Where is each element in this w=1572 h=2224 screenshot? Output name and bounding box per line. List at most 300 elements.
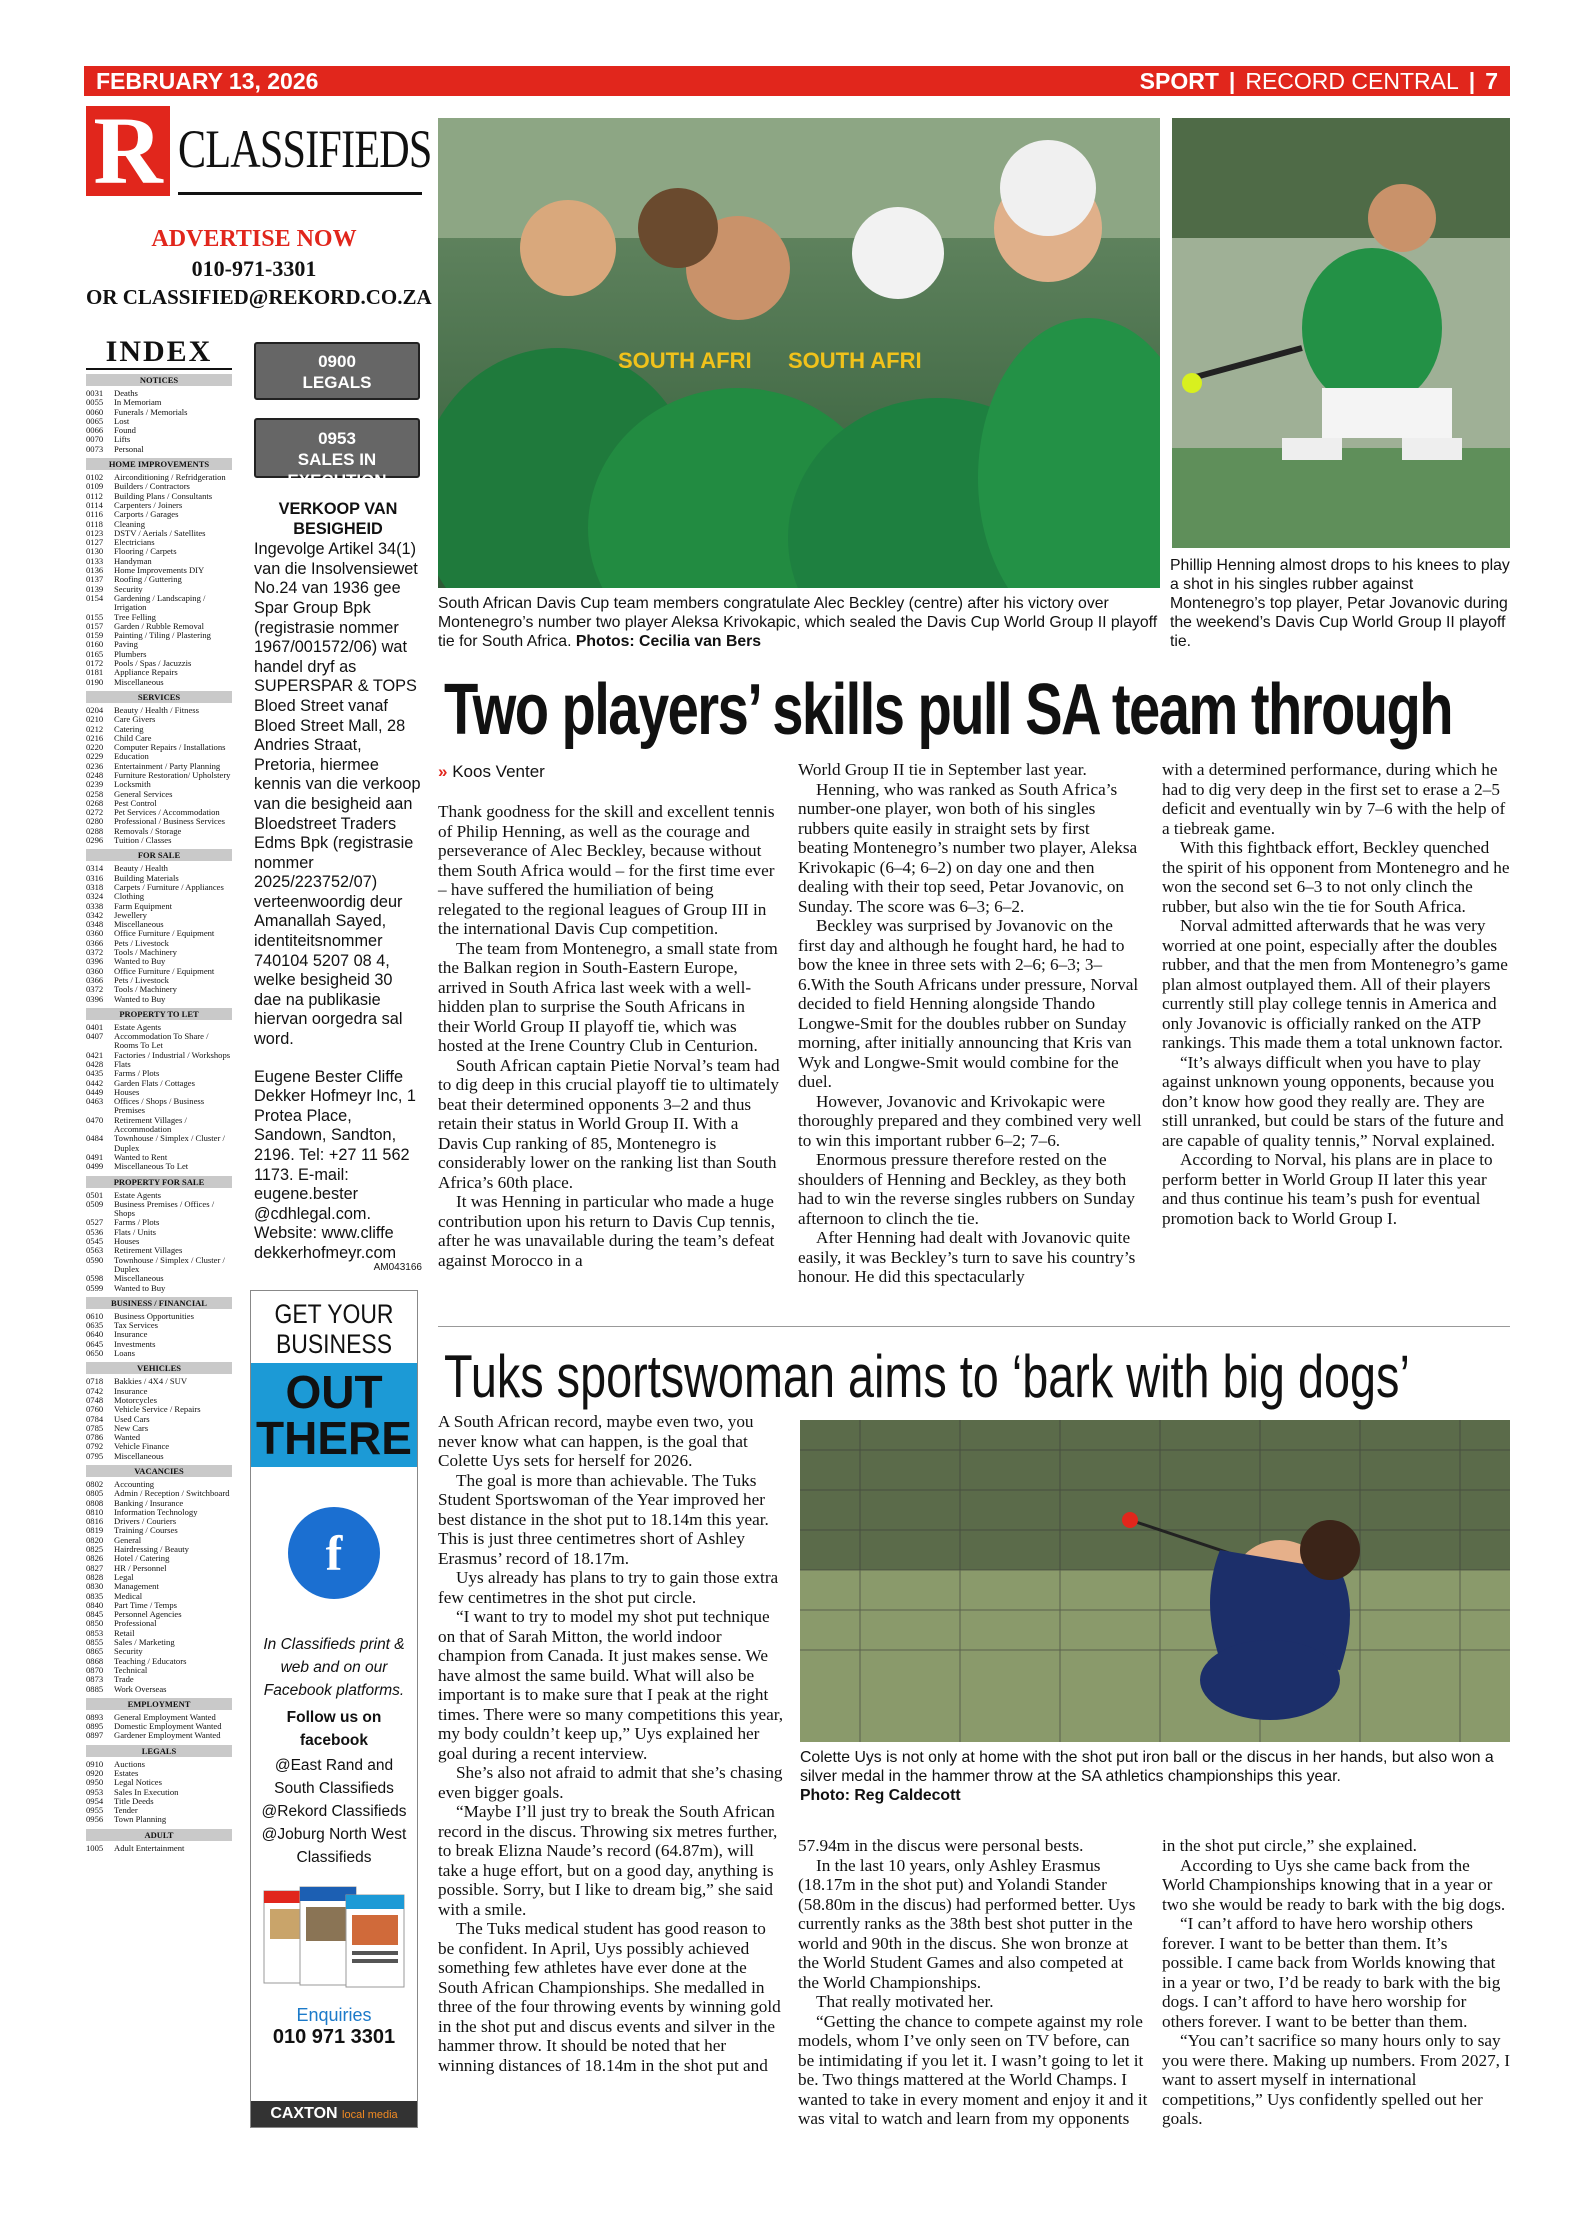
index-code: 0805 (86, 1488, 104, 1499)
index-entry (86, 1666, 232, 1675)
ad-enquiries-phone: 010 971 3301 (272, 2026, 396, 2048)
index-label: Appliance Repairs (114, 667, 178, 678)
index-code: 0845 (86, 1609, 104, 1620)
index-code: 0133 (86, 555, 104, 566)
index-label: Building Materials (114, 872, 179, 883)
index-code: 0172 (86, 658, 104, 669)
index-entry (86, 1079, 232, 1088)
index-label: Title Deeds (114, 1795, 154, 1806)
index-label: Management (114, 1581, 159, 1592)
story1-column-3 (1162, 760, 1510, 1228)
index-label: Teaching / Educators (114, 1655, 187, 1666)
index-code: 0855 (86, 1637, 104, 1648)
index-code: 0396 (86, 956, 104, 967)
paragraph: However, Jovanovic and Krivokapic were thoroughly prepared and they combined very well to win this important rubber 6–2; 7–6. (798, 1091, 1142, 1150)
index-code: 0897 (86, 1730, 104, 1741)
index-section-heading: NOTICES (86, 374, 232, 386)
index-label: Garden / Rubble Removal (114, 620, 204, 631)
index-label: Auctions (114, 1758, 146, 1769)
index-entry (86, 715, 232, 724)
paragraph: Thank goodness for the skill and excellent tennis of Philip Henning, as well as the courage and perseverance of Alec Beckley, because without them South Africa would – for the first time ever – have suffered the humiliation of being relegated to the regional leagues of Group III in the international Davis Cup competition. (438, 802, 775, 938)
index-label: Miscellaneous (114, 919, 164, 930)
index-label: Pest Control (114, 797, 157, 808)
index-label: Catering (114, 723, 144, 734)
index-label: Insurance (114, 1329, 148, 1340)
index-label: Legal (114, 1571, 134, 1582)
paragraph: According to Uys she came back from the World Championships knowing that in a year or two she would be ready to bark with the big dogs. (1162, 1855, 1506, 1914)
index-code: 0055 (86, 397, 104, 408)
paragraph: “You can’t sacrifice so many hours only to say you were there. Making up numbers. From 2027, I want to assert myself in international competitions,” Uys confidently spelled out her goals. (1162, 2031, 1510, 2128)
index-label: Home Improvements DIY (114, 565, 205, 576)
index-code: 0066 (86, 425, 104, 436)
index-label: Painting / Tiling / Plastering (114, 630, 211, 641)
index-label: Gardening / Landscaping / Irrigation (114, 592, 206, 613)
index-label: Security (114, 583, 143, 594)
svg-text:SOUTH AFRI: SOUTH AFRI (788, 348, 922, 373)
index-label: Houses (114, 1086, 140, 1097)
index-label: Professional / Business Services (114, 816, 225, 827)
index-code: 0435 (86, 1068, 104, 1079)
index-label: Carpenters / Joiners (114, 499, 183, 510)
paragraph: The Tuks medical student has good reason to be confident. In April, Uys possibly achieved something few athletes have ever done at the South African Championships. She medalled in three of the four throwing events by winning gold in the shot put and discus events and silver in the hammer throw. It should be noted that her winning distances of 18.14m in the shot put and (438, 1919, 781, 2075)
index-code: 0484 (86, 1133, 104, 1144)
index-label: Personnel Agencies (114, 1609, 182, 1620)
index-entry (86, 445, 232, 454)
facebook-advert (250, 1290, 418, 2128)
index-code: 0536 (86, 1226, 104, 1237)
index-code: 0830 (86, 1581, 104, 1592)
index-section-heading: VACANCIES (86, 1465, 232, 1477)
index-label: Office Furniture / Equipment (114, 928, 215, 939)
index-label: Trade (114, 1674, 134, 1685)
index-code: 0501 (86, 1189, 104, 1200)
hammer-throw-photo (800, 1420, 1510, 1742)
ad-line1: In Classifieds print & web and on our Facebook platforms. (263, 1636, 405, 1699)
index-label: Tuition / Classes (114, 835, 172, 846)
index-code: 0073 (86, 443, 104, 454)
index-code: 0893 (86, 1711, 104, 1722)
index-code: 0509 (86, 1198, 104, 1209)
paragraph: She’s also not afraid to admit that she’s chasing even bigger goals. (438, 1763, 783, 1802)
index-label: Miscellaneous (114, 676, 164, 687)
index-code: 0910 (86, 1758, 104, 1769)
index-code: 0442 (86, 1077, 104, 1088)
index-code: 0348 (86, 919, 104, 930)
notice-body: Ingevolge Artikel 34(1) van die Insolvensiewet No.24 van 1936 gee Spar Group Bpk (registrasie nommer 1967/001572/06) wat handel dryf as SUPERSPAR & TOPS Bloed Street vanaf Bloed Street Mall, 28 Andries Straat, Pretoria, hiermee kennis van die verkoop van die besigheid aan Bloedstreet Traders Edms Bpk (registrasie nommer 2025/223752/07) verteenwoordig deur Amanallah Sayed, identiteitsnommer 740104 5207 08 4, welke besigheid 30 dae na publikasie hiervan oorgedra sal word. (254, 540, 421, 1049)
paragraph: That really motivated her. (816, 1992, 994, 2011)
index-code: 0031 (86, 388, 104, 398)
paragraph: World Group II tie in September last year. (798, 760, 1087, 779)
index-code: 0123 (86, 527, 104, 538)
index-code: 0372 (86, 984, 104, 995)
classifieds-email: OR CLASSIFIED@REKORD.CO.ZA (86, 285, 432, 309)
index-code: 0181 (86, 667, 104, 678)
index-entry (86, 1284, 232, 1293)
page-header-bar: FEBRUARY 13, 2026 SPORT | RECORD CENTRAL | 7 (84, 66, 1510, 96)
index-entry (86, 836, 232, 845)
index-entry (86, 1797, 232, 1806)
index-code: 0324 (86, 891, 104, 902)
index-code: 0157 (86, 620, 104, 631)
index-code: 0449 (86, 1086, 104, 1097)
index-code: 0954 (86, 1795, 104, 1806)
index-label: Child Care (114, 732, 152, 743)
index-label: Computer Repairs / Installations (114, 742, 226, 753)
index-code: 0372 (86, 947, 104, 958)
index-entry (86, 1405, 232, 1414)
index-section-heading: EMPLOYMENT (86, 1698, 232, 1710)
legals-label: LEGALS (302, 373, 372, 392)
index-label: Airconditioning / Refridgeration (114, 472, 226, 483)
index-section-heading: LEGALS (86, 1745, 232, 1757)
index-code: 0216 (86, 732, 104, 743)
index-entry (86, 883, 232, 892)
ad-out-there (251, 1363, 417, 1467)
index-code: 0610 (86, 1310, 104, 1321)
index-code: 0116 (86, 509, 103, 520)
classifieds-index (86, 336, 232, 2136)
index-entry (86, 743, 232, 752)
index-section-heading: PROPERTY FOR SALE (86, 1176, 232, 1188)
index-code: 0955 (86, 1805, 104, 1816)
paragraph: “It’s always difficult when you have to play against unknown young opponents, because you don’t know how good they really are. They are still unranked, but could be stars of the future and are capable of quality tennis,” Norval explained. (1162, 1052, 1504, 1150)
index-code: 0499 (86, 1161, 104, 1172)
ad-follow: Follow us on facebook (286, 1709, 382, 1749)
index-code: 0272 (86, 807, 104, 818)
team-celebration-photo (438, 118, 1160, 588)
index-code: 0220 (86, 742, 104, 753)
team-photo-caption (438, 594, 1160, 651)
page-number: 7 (1485, 67, 1498, 94)
caxton-sub: local media (342, 2109, 398, 2121)
index-entry (86, 1032, 232, 1051)
index-entry (86, 678, 232, 687)
index-label: Sales In Execution (114, 1786, 179, 1797)
index-entry (86, 1097, 232, 1116)
index-code: 0366 (86, 937, 104, 948)
index-label: Entertainment / Party Planning (114, 760, 221, 771)
index-label: Gardener Employment Wanted (114, 1730, 221, 1741)
index-code: 0236 (86, 760, 104, 771)
index-label: Tender (114, 1805, 138, 1816)
index-code: 0136 (86, 565, 104, 576)
index-entry (86, 1349, 232, 1358)
index-label: Technical (114, 1664, 148, 1675)
index-code: 0360 (86, 965, 104, 976)
index-label: Locksmith (114, 779, 151, 790)
index-entry (86, 547, 232, 556)
index-label: Builders / Contractors (114, 481, 190, 492)
index-label: Houses (114, 1236, 140, 1247)
index-code: 0850 (86, 1618, 104, 1629)
index-code: 0318 (86, 881, 104, 892)
paragraph: in the shot put circle,” she explained. (1162, 1836, 1417, 1855)
index-code: 0742 (86, 1385, 104, 1396)
index-code: 0118 (86, 518, 103, 529)
index-code: 0808 (86, 1497, 104, 1508)
index-code: 0229 (86, 751, 104, 762)
index-entry (86, 725, 232, 734)
index-label: Removals / Storage (114, 825, 182, 836)
index-code: 0109 (86, 481, 104, 492)
index-label: New Cars (114, 1422, 149, 1433)
index-code: 0396 (86, 993, 104, 1004)
paragraph: “Getting the chance to compete against my role models, whom I’ve only seen on TV before, can be intimidating if you let it. I wasn’t going to let it be. Two things mattered at the World Champs. I wanted to take in every moment and enjoy it and it was vital to watch and learn from my opponents (798, 2011, 1148, 2128)
index-label: Town Planning (114, 1814, 167, 1825)
index-code: 0820 (86, 1534, 104, 1545)
index-label: Farms / Plots (114, 1217, 160, 1228)
index-label: Cleaning (114, 518, 146, 529)
index-code: 0825 (86, 1544, 104, 1555)
index-label: Wanted to Rent (114, 1151, 168, 1162)
index-label: Admin / Reception / Switchboard (114, 1488, 230, 1499)
index-code: 0114 (86, 499, 103, 510)
index-code: 0785 (86, 1422, 104, 1433)
index-code: 0060 (86, 406, 104, 417)
story2-column-2 (798, 1836, 1148, 2129)
index-label: Tax Services (114, 1320, 159, 1331)
index-code: 0784 (86, 1413, 104, 1424)
paragraph: It was Henning in particular who made a huge contribution upon his return to Davis Cup tennis, after he was unavailable during the team’s defeat against Morocco in a (438, 1192, 776, 1270)
paragraph: 57.94m in the discus were personal bests. (798, 1836, 1084, 1855)
index-label: Personal (114, 443, 144, 454)
index-label: Tree Felling (114, 611, 156, 622)
index-label: Building Plans / Consultants (114, 490, 213, 501)
index-code: 0401 (86, 1021, 104, 1032)
index-code: 0748 (86, 1394, 104, 1405)
index-label: Estate Agents (114, 1021, 162, 1032)
index-label: Lost (114, 415, 130, 426)
index-code: 0819 (86, 1525, 104, 1536)
index-entry (86, 706, 232, 715)
index-label: Paving (114, 639, 138, 650)
index-code: 0826 (86, 1553, 104, 1564)
ad-pages: @East Rand and South Classifieds @Rekord Classifieds @Joburg North West Classifieds (261, 1757, 407, 1866)
index-entry (86, 1377, 232, 1386)
index-code: 0070 (86, 434, 104, 445)
index-entry (86, 1815, 232, 1824)
index-code: 0816 (86, 1516, 104, 1527)
index-label: Wanted to Buy (114, 993, 166, 1004)
index-code: 0885 (86, 1683, 104, 1694)
index-label: DSTV / Aerials / Satellites (114, 527, 206, 538)
index-entry (86, 1218, 232, 1227)
index-code: 0835 (86, 1590, 104, 1601)
index-title: INDEX (86, 336, 232, 370)
index-label: Pet Services / Accommodation (114, 807, 220, 818)
rekord-logo: R (86, 106, 170, 196)
index-code: 0491 (86, 1151, 104, 1162)
index-code: 0258 (86, 788, 104, 799)
index-code: 0159 (86, 630, 104, 641)
index-label: Part Time / Temps (114, 1599, 177, 1610)
hammer-photo-credit: Photo: Reg Caldecott (800, 1787, 961, 1804)
index-entry (86, 575, 232, 584)
index-entry (86, 1582, 232, 1591)
index-entry (86, 1452, 232, 1461)
index-entry (86, 1256, 232, 1275)
index-code: 0338 (86, 900, 104, 911)
index-code: 0865 (86, 1646, 104, 1657)
index-code: 0599 (86, 1282, 104, 1293)
index-label: Information Technology (114, 1506, 198, 1517)
index-entry (86, 408, 232, 417)
index-entry (86, 1731, 232, 1740)
index-label: Legal Notices (114, 1777, 162, 1788)
index-code: 0718 (86, 1376, 104, 1387)
index-label: Funerals / Memorials (114, 406, 188, 417)
facebook-icon[interactable]: f (288, 1507, 380, 1599)
index-label: Training / Courses (114, 1525, 178, 1536)
paragraph: with a determined performance, during which he had to dig very deep in the first set to erase a 2–5 deficit and eventually win by 7–6 with the help of a tiebreak game. (1162, 760, 1506, 838)
index-label: Furniture Restoration/ Upholstery (114, 769, 231, 780)
index-code: 0527 (86, 1217, 104, 1228)
index-entry (86, 529, 232, 538)
henning-photo-caption: Phillip Henning almost drops to his knees to play a shot in his singles rubber against Montenegro’s top player, Petar Jovanovic during the weekend’s Davis Cup World Group II playoff tie. (1170, 557, 1510, 650)
hammer-photo-caption-text: Colette Uys is not only at home with the shot put iron ball or the discus in her hands, but also won a silver medal in the hammer throw at the SA athletics championships this year. (800, 1749, 1494, 1785)
index-label: Sales / Marketing (114, 1637, 175, 1648)
story-divider (438, 1326, 1510, 1327)
caxton-name: CAXTON (270, 2105, 338, 2122)
paragraph: Enormous pressure therefore rested on the shoulders of Henning and Beckley, as they both had to win the reverse singles rubbers on Sunday afternoon to clinch the tie. (798, 1150, 1135, 1228)
index-code: 0407 (86, 1031, 104, 1042)
index-entry (86, 1526, 232, 1535)
paragraph: “Maybe I’ll just try to break the South African record in the discus. Throwing six metres further, to break Elizna Naude’s record (64.87m), will take a huge effort, but on a good day, anything is possible. Sorry, but I like to dream big,” she said with a smile. (438, 1802, 778, 1919)
index-label: Electricians (114, 537, 155, 548)
sales-code: 0953 (318, 429, 356, 448)
index-label: Clothing (114, 891, 145, 902)
index-label: Garden Flats / Cottages (114, 1077, 195, 1088)
index-label: Flats (114, 1059, 131, 1069)
story2-column-1 (438, 1412, 784, 2075)
index-section-heading: BUSINESS / FINANCIAL (86, 1297, 232, 1309)
paragraph: Uys already has plans to try to gain those extra few centimetres in the shot put circle. (438, 1568, 779, 1607)
index-entry (86, 1657, 232, 1666)
index-section-heading: ADULT (86, 1829, 232, 1841)
index-label: Education (114, 751, 149, 762)
index-label: Bakkies / 4X4 / SUV (114, 1376, 188, 1387)
index-label: Hairdressing / Beauty (114, 1544, 189, 1555)
index-code: 0470 (86, 1114, 104, 1125)
index-code: 0130 (86, 546, 104, 557)
index-entry (86, 1051, 232, 1060)
index-entry (86, 790, 232, 799)
index-label: Beauty / Health / Fitness (114, 704, 199, 715)
index-code: 0590 (86, 1254, 104, 1265)
index-entry (86, 1619, 232, 1628)
index-code: 0645 (86, 1338, 104, 1349)
index-code: 0342 (86, 909, 104, 920)
index-label: Professional (114, 1618, 157, 1629)
index-code: 0204 (86, 704, 104, 715)
byline-author: Koos Venter (452, 762, 545, 781)
index-label: Insurance (114, 1385, 148, 1396)
index-label: Roofing / Guttering (114, 574, 182, 585)
index-code: 0545 (86, 1236, 104, 1247)
index-label: Vehicle Finance (114, 1441, 170, 1452)
index-entry (86, 1415, 232, 1424)
index-code: 0840 (86, 1599, 104, 1610)
index-label: Wanted to Buy (114, 956, 166, 967)
index-code: 0065 (86, 415, 104, 426)
index-label: Business Premises / Offices / Shops (114, 1198, 215, 1219)
paragraph: With this fightback effort, Beckley quenched the spirit of his opponent from Montenegro and he won the second set 6–3 to not only clinch the rubber, but also win the tie for South Africa. (1162, 838, 1510, 916)
masthead-rule (178, 192, 422, 195)
story1-byline (438, 762, 545, 782)
index-section-heading: VEHICLES (86, 1362, 232, 1374)
index-code: 0870 (86, 1664, 104, 1675)
story2-headline: Tuks sportswoman aims to ‘bark with big dogs’ (444, 1343, 1410, 1410)
index-entry (86, 995, 232, 1004)
index-code: 0895 (86, 1721, 104, 1732)
index-label: General (114, 1534, 142, 1545)
index-label: Townhouse / Simplex / Cluster / Duplex (114, 1133, 225, 1153)
index-code: 0598 (86, 1273, 104, 1284)
index-code: 0873 (86, 1674, 104, 1685)
index-code: 0760 (86, 1404, 104, 1415)
index-entry (86, 1760, 232, 1769)
index-label: Miscellaneous (114, 1273, 164, 1284)
index-code: 0635 (86, 1320, 104, 1331)
index-code: 0463 (86, 1096, 104, 1107)
hammer-photo-caption (800, 1748, 1510, 1805)
paragraph: The team from Montenegro, a small state from the Balkan region in South-Eastern Europe, arrived in South Africa last week with a well-hidden plan to surprise the South Africans in their World Group II playoff tie, which was hosted at the Irene Country Club in Centurion. (438, 938, 778, 1055)
index-code: 0795 (86, 1450, 104, 1461)
index-code: 0868 (86, 1655, 104, 1666)
team-photo-credit: Photos: Cecilia van Bers (575, 633, 762, 650)
index-label: Accounting (114, 1478, 155, 1489)
sales-label: SALES IN EXECUTION (287, 450, 387, 490)
index-entry (86, 1424, 232, 1433)
index-label: Carports / Garages (114, 509, 179, 520)
index-code: 0155 (86, 611, 104, 622)
index-label: Used Cars (114, 1413, 150, 1424)
index-entry (86, 417, 232, 426)
index-entry (86, 435, 232, 444)
ad-enquiries: Enquiries (296, 2005, 372, 2025)
index-code: 0810 (86, 1506, 104, 1517)
index-code: 0165 (86, 648, 104, 659)
notice-title: VERKOOP VAN BESIGHEID (278, 500, 398, 538)
index-entry (86, 1638, 232, 1647)
index-label: Found (114, 425, 136, 436)
index-label: Estate Agents (114, 1189, 162, 1200)
index-code: 0212 (86, 723, 104, 734)
index-label: Plumbers (114, 648, 147, 659)
index-entry (86, 1685, 232, 1694)
index-entry (86, 640, 232, 649)
paragraph: After Henning had dealt with Jovanovic quite easily, it was Beckley’s turn to save his country’s honour. He did this spectacularly (798, 1228, 1136, 1286)
index-label: Handyman (114, 555, 152, 566)
index-code: 0421 (86, 1049, 104, 1060)
paragraph: In the last 10 years, only Ashley Erasmus (18.17m in the shot put) and Yolandi Stander (58.80m in the discus) had performed better. Uys currently ranks as the 38th best shot putter in the world and 90th in the discus. She won bronze at the World Student Games and also competed at the World Championships. (798, 1855, 1136, 1992)
index-label: Motorcycles (114, 1394, 157, 1405)
index-code: 0288 (86, 825, 104, 836)
index-label: Miscellaneous To Let (114, 1161, 189, 1172)
index-label: Accommodation To Share / Rooms To Let (114, 1031, 209, 1051)
index-label: Offices / Shops / Business Premises (114, 1096, 205, 1116)
story2-column-3 (1162, 1836, 1510, 2129)
index-label: Business Opportunities (114, 1310, 194, 1321)
index-label: Drivers / Couriers (114, 1516, 177, 1527)
notice-contact: Eugene Bester Cliffe Dekker Hofmeyr Inc, 1 Protea Place, Sandown, Sandton, 2196. Tel: +27 11 562 1173. E-mail: eugene.bester @cdhlegal.com. Website: www.cliffe dekkerhofmeyr.com (254, 1067, 416, 1262)
index-code: 0920 (86, 1768, 104, 1778)
index-section-heading: HOME IMPROVEMENTS (86, 458, 232, 470)
index-entry (86, 426, 232, 435)
index-code: 0827 (86, 1562, 104, 1573)
index-code: 0210 (86, 714, 104, 725)
index-entry (86, 1330, 232, 1339)
